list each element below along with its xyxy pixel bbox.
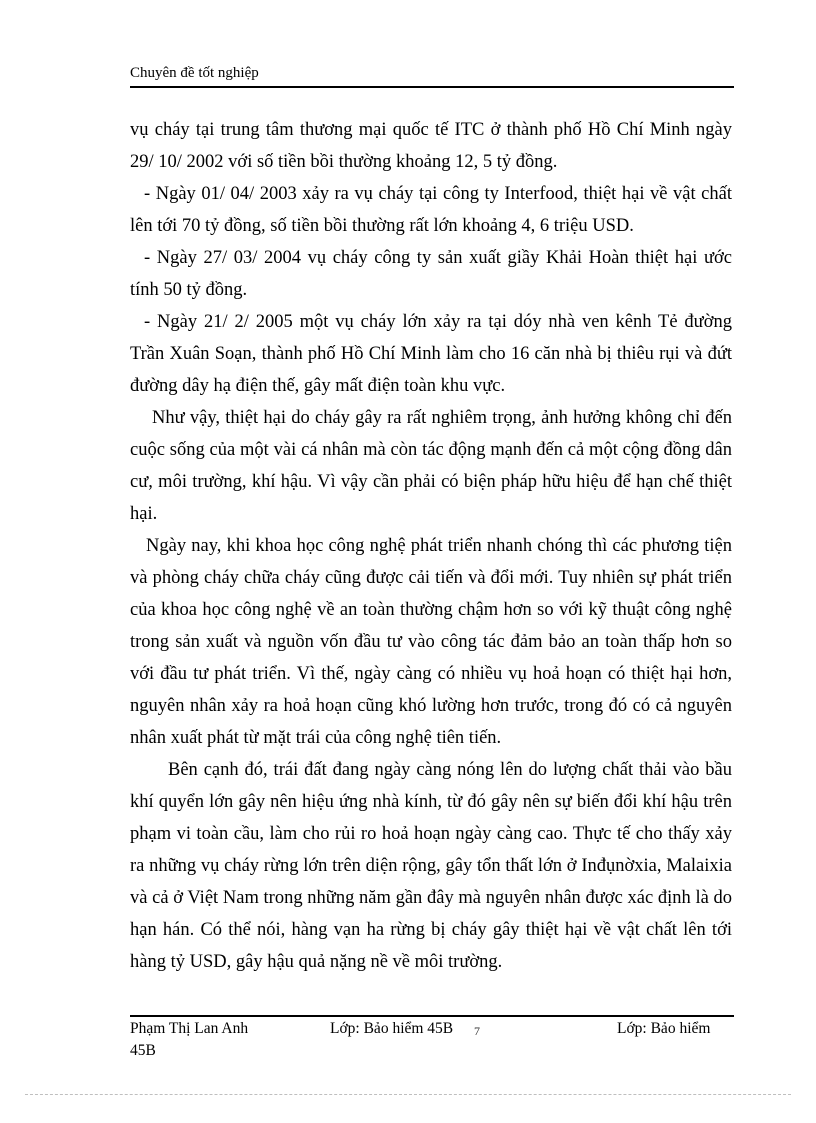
footer-class-repeat: Lớp: Bảo hiểm xyxy=(617,1020,711,1037)
footer-page-number: 7 xyxy=(474,1024,480,1038)
footer-author: Phạm Thị Lan Anh xyxy=(130,1020,249,1037)
header-divider xyxy=(130,86,734,88)
paragraph-technology: Ngày nay, khi khoa học công nghệ phát triển nhanh chóng thì các phương tiện và phòng cháy chữa cháy cũng được cải tiến và đổi mới. Tuy nhiên sự phát triển của khoa học công nghệ về an toàn thường chậm hơn so với kỹ thuật công nghệ trong sản xuất và nguồn vốn đầu tư vào công tác đảm bảo an toàn thấp hơn so với đầu tư phát triển. Vì thế, ngày càng có nhiều vụ hoả hoạn có thiệt hại hơn, nguyên nhân xảy ra hoả hoạn cũng khó lường hơn trước, trong đó có cả nguyên nhân xuất phát từ mặt trái của công nghệ tiên tiến. xyxy=(130,536,732,748)
page-boundary xyxy=(25,1094,791,1095)
footer-class: Lớp: Bảo hiểm 45B xyxy=(330,1020,454,1037)
paragraph-climate: Bên cạnh đó, trái đất đang ngày càng nóng lên do lượng chất thải vào bầu khí quyển lớn gây nên hiệu ứng nhà kính, từ đó gây nên sự biến đổi khí hậu trên phạm vi toàn cầu, làm cho rủi ro hoả hoạn ngày càng cao. Thực tế cho thấy xảy ra những vụ cháy rừng lớn trên diện rộng, gây tổn thất lớn ở Inđụnờxia, Malaixia và cả ở Việt Nam trong những năm gần đây mà nguyên nhân được xác định là do hạn hán. Có thể nói, hàng vạn ha rừng bị cháy gây thiệt hại về vật chất lên tới hàng tỷ USD, gây hậu quả nặng nề về môi trường. xyxy=(130,760,732,972)
paragraph-interfood-fire: - Ngày 01/ 04/ 2003 xảy ra vụ cháy tại công ty Interfood, thiệt hại về vật chất lên tới 70 tỷ đồng, số tiền bồi thường rất lớn khoảng 4, 6 triệu USD. xyxy=(130,184,732,236)
document-body xyxy=(130,114,732,978)
footer-divider xyxy=(130,1015,734,1017)
paragraph-fire-consequences: Như vậy, thiệt hại do cháy gây ra rất nghiêm trọng, ảnh hưởng không chỉ đến cuộc sống của một vài cá nhân mà còn tác động mạnh đến cả một cộng đồng dân cư, môi trường, khí hậu. Vì vậy cần phải có biện pháp hữu hiệu để hạn chế thiệt hại. xyxy=(130,408,732,524)
page-header-title: Chuyên đề tốt nghiệp xyxy=(130,65,259,81)
footer-class-continuation: 45B xyxy=(130,1042,156,1059)
paragraph-kenh-te-fire: - Ngày 21/ 2/ 2005 một vụ cháy lớn xảy ra tại dóy nhà ven kênh Tẻ đường Trần Xuân Soạn, thành phố Hồ Chí Minh làm cho 16 căn nhà bị thiêu rụi và đứt đường dây hạ điện thế, gây mất điện toàn khu vực. xyxy=(130,312,732,396)
paragraph-itc-fire: vụ cháy tại trung tâm thương mại quốc tế ITC ở thành phố Hồ Chí Minh ngày 29/ 10/ 2002 với số tiền bồi thường khoảng 12, 5 tỷ đồng. xyxy=(130,120,732,172)
paragraph-khai-hoan-fire: - Ngày 27/ 03/ 2004 vụ cháy công ty sản xuất giầy Khải Hoàn thiệt hại ước tính 50 tỷ đồng. xyxy=(130,248,732,300)
